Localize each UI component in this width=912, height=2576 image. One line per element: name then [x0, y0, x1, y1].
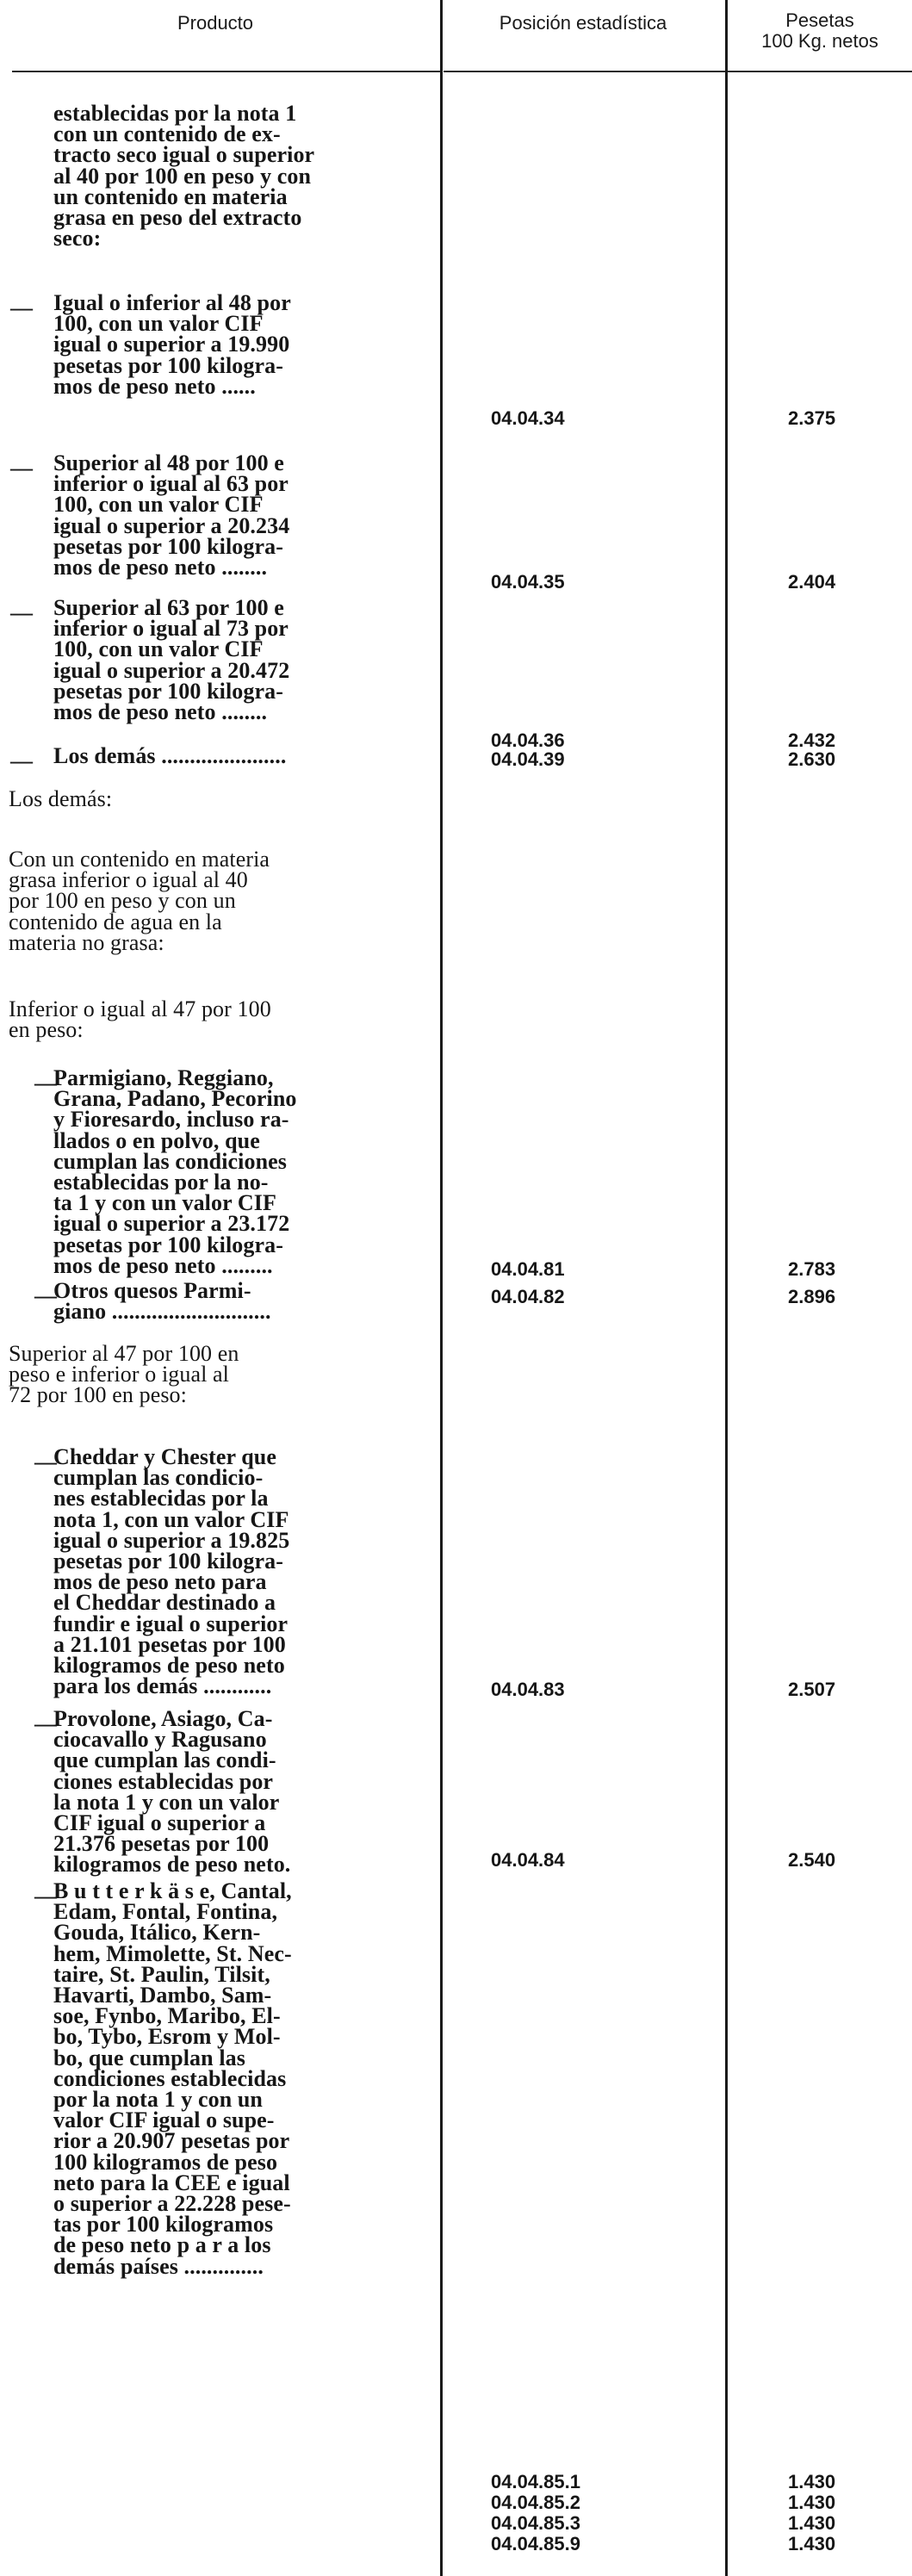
text-item-cheddar: Cheddar y Chester que cumplan las condicio- nes establecidas por la nota 1, con un valor CIF igual o superior a 19.825 pesetas por 100 kilogra- mos de peso neto para el Cheddar destinado a fundir e igual o superior a 21.101 pesetas por 100 kilogramos de peso neto para los demás ............	[53, 1444, 290, 1699]
text-intro: establecidas por la nota 1 con un contenido de ex- tracto seco igual o superior al 40 por 100 en peso y con un contenido en materia grasa en peso del extracto seco:	[53, 101, 315, 251]
text-item-4: Los demás ......................	[53, 743, 287, 768]
dash-marker: —	[34, 1711, 57, 1736]
header-posicion-label: Posición estadística	[499, 12, 667, 34]
price-04-04-35: 2.404	[788, 571, 836, 593]
price-04-04-83: 2.507	[788, 1679, 836, 1700]
code-04-04-85-2: 04.04.85.2	[491, 2492, 580, 2513]
column-rule-right	[725, 0, 728, 2576]
code-04-04-34: 04.04.34	[491, 407, 565, 429]
header-pesetas-label: Pesetas	[785, 9, 854, 31]
heading-superior-47: Superior al 47 por 100 en peso e inferior o igual al 72 por 100 en peso:	[9, 1341, 239, 1408]
price-04-04-39: 2.630	[788, 748, 836, 770]
header-posicion	[441, 0, 725, 91]
text-item-1: Igual o inferior al 48 por 100, con un valor CIF igual o superior a 19.990 pesetas por 100 kilogra- mos de peso neto ......	[53, 290, 291, 399]
header-rule-left	[12, 71, 441, 72]
price-04-04-36: 2.432	[788, 729, 836, 751]
code-04-04-85-1: 04.04.85.1	[491, 2471, 580, 2492]
code-04-04-35: 04.04.35	[491, 571, 565, 593]
header-producto-label: Producto	[177, 12, 254, 34]
dash-marker: —	[34, 1283, 57, 1308]
dash-marker: —	[10, 600, 33, 625]
price-04-04-34: 2.375	[788, 407, 836, 429]
dash-marker: —	[10, 748, 33, 773]
header-rule-right	[728, 71, 912, 72]
dash-marker: —	[10, 456, 33, 481]
code-04-04-83: 04.04.83	[491, 1679, 565, 1700]
dash-marker: —	[34, 1884, 57, 1909]
price-04-04-85-1: 1.430	[788, 2471, 836, 2492]
text-item-2: Superior al 48 por 100 e inferior o igual al 63 por 100, con un valor CIF igual o superior a 20.234 pesetas por 100 kilogra- mos de peso neto ........	[53, 450, 290, 580]
price-04-04-82: 2.896	[788, 1286, 836, 1307]
dash-marker: —	[10, 295, 33, 320]
code-04-04-39: 04.04.39	[491, 748, 565, 770]
price-04-04-85-9: 1.430	[788, 2533, 836, 2554]
code-04-04-81: 04.04.81	[491, 1258, 565, 1280]
text-item-provolone: Provolone, Asiago, Ca- ciocavallo y Ragusano que cumplan las condi- ciones establecidas por la nota 1 y con un valor CIF igual o superior a 21.376 pesetas por 100 kilogramos de peso neto.	[53, 1706, 291, 1878]
text-item-3: Superior al 63 por 100 e inferior o igual al 73 por 100, con un valor CIF igual o superior a 20.472 pesetas por 100 kilogra- mos de peso neto ........	[53, 595, 290, 725]
text-item-butterkase: B u t t e r k ä s e, Cantal, Edam, Fontal, Fontina, Gouda, Itálico, Kern- hem, Mimolette, St. Nec- taire, St. Paulin, Tilsit, Havarti, Dambo, Sam- soe, Fynbo, Maribo, El- bo, Tybo, Esrom y Mol- bo, que cumplan las condiciones establecidas por la nota 1 y con un valor CIF igual o supe- rior a 20.907 pesetas por 100 kilogramos de peso neto para la CEE e igual o superior a 22.228 pese- tas por 100 kilogramos de peso neto p a r a los demás países ..............	[53, 1878, 292, 2279]
header-producto	[0, 0, 431, 91]
code-04-04-82: 04.04.82	[491, 1286, 565, 1307]
dash-marker: —	[34, 1071, 57, 1096]
text-item-parmigiano: Parmigiano, Reggiano, Grana, Padano, Pecorino y Fioresardo, incluso ra- llados o en polvo, que cumplan las condiciones establecidas por la no- ta 1 y con un valor CIF igual o superior a 23.172 pesetas por 100 kilogra- mos de peso neto .........	[53, 1065, 297, 1278]
text-item-otros-parmigiano: Otros quesos Parmi- giano ............................	[53, 1278, 271, 1325]
code-04-04-85-3: 04.04.85.3	[491, 2512, 580, 2534]
price-04-04-81: 2.783	[788, 1258, 836, 1280]
code-04-04-36: 04.04.36	[491, 729, 565, 751]
header-pesetas-unit: 100 Kg. netos	[761, 30, 878, 52]
code-04-04-85-9: 04.04.85.9	[491, 2533, 580, 2554]
heading-inferior-47: Inferior o igual al 47 por 100 en peso:	[9, 996, 271, 1043]
price-04-04-84: 2.540	[788, 1849, 836, 1871]
price-04-04-85-3: 1.430	[788, 2512, 836, 2534]
price-04-04-85-2: 1.430	[788, 2492, 836, 2513]
column-rule-left	[440, 0, 443, 2576]
dash-marker: —	[34, 1449, 57, 1474]
heading-materia-grasa: Con un contenido en materia grasa inferior o igual al 40 por 100 en peso y con un contenido de agua en la materia no grasa:	[9, 847, 270, 955]
code-04-04-84: 04.04.84	[491, 1849, 565, 1871]
header-pesetas	[728, 0, 912, 90]
header-rule-mid	[444, 71, 725, 72]
heading-los-demas: Los demás:	[9, 786, 113, 811]
